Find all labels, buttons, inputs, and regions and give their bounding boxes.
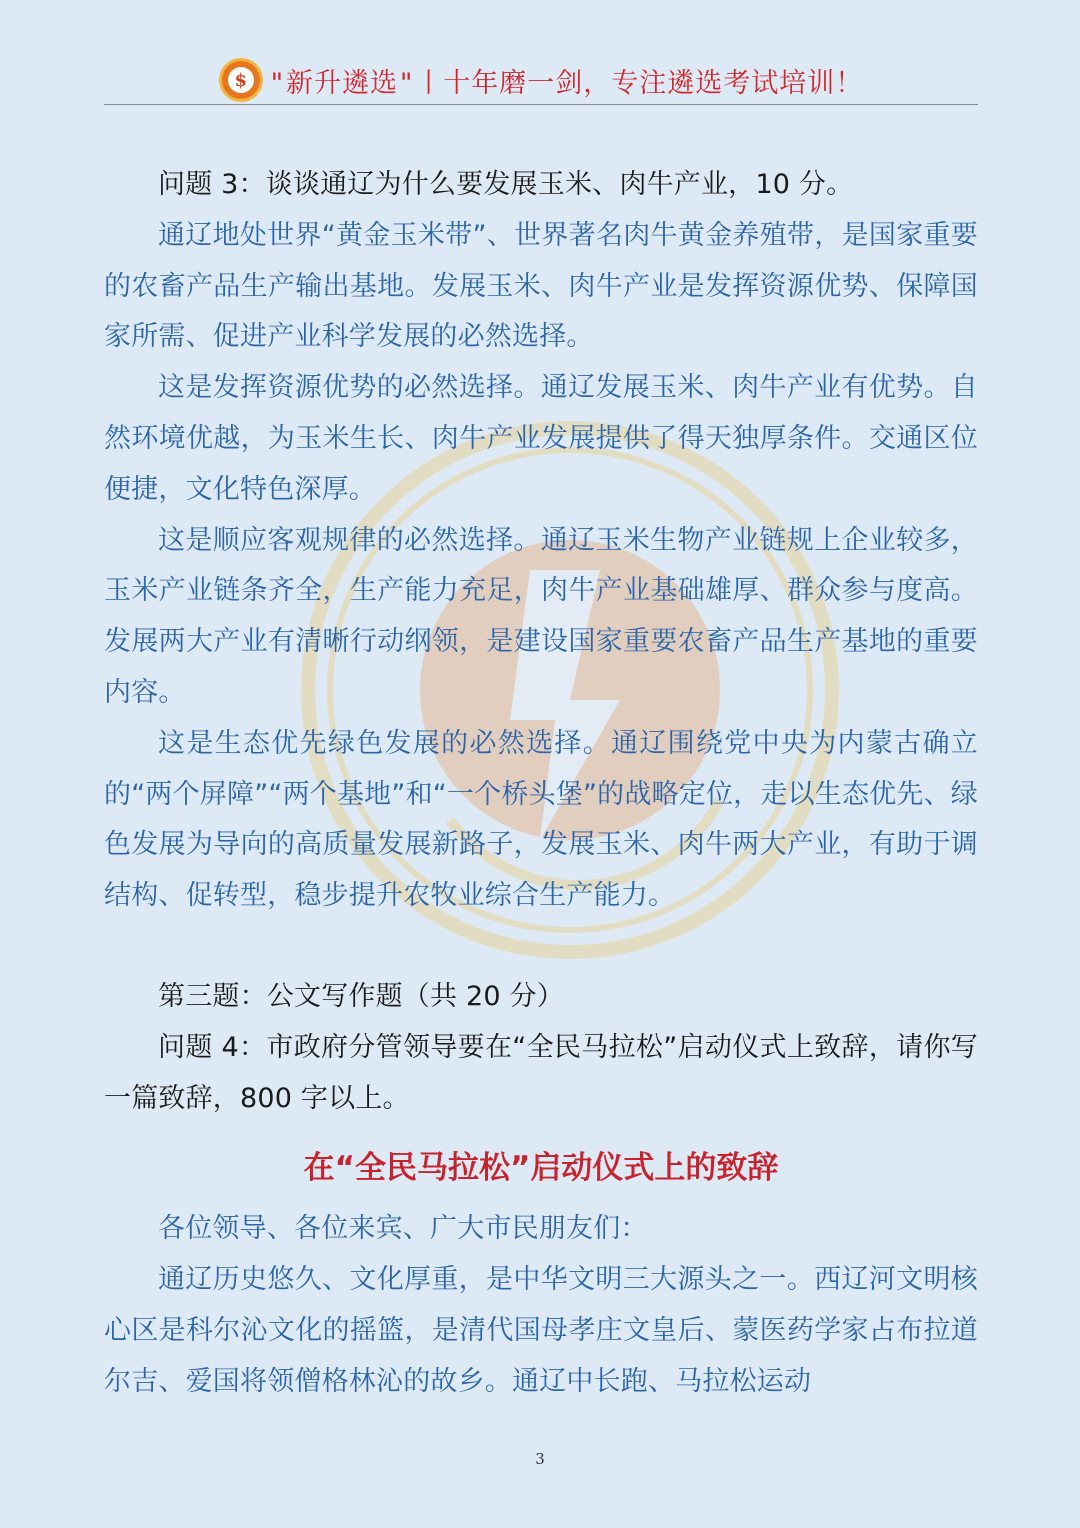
question-3: 问题 3：谈谈通辽为什么要发展玉米、肉牛产业，10 分。 (158, 169, 854, 200)
page-number: 3 (535, 1450, 545, 1468)
answer-paragraph: 通辽地处世界“黄金玉米带”、世界著名肉牛黄金养殖带，是国家重要的农畜产品生产输出基地。发展玉米、肉牛产业是发挥资源优势、保障国家所需、促进产业科学发展的必然选择。 (104, 219, 978, 353)
xinsheng-logo-icon: $ (219, 58, 263, 102)
answer-paragraph: 这是顺应客观规律的必然选择。通辽玉米生物产业链规上企业较多，玉米产业链条齐全，生产能力充足，肉牛产业基础雄厚、群众参与度高。发展两大产业有清晰行动纲领，是建设国家重要农畜产品生产基地的重要内容。 (104, 524, 978, 708)
answer-paragraph: 这是生态优先绿色发展的必然选择。通辽围绕党中央为内蒙古确立的“两个屏障”“两个基地”和“一个桥头堡”的战略定位，走以生态优先、绿色发展为导向的高质量发展新路子，发展玉米、肉牛两大产业，有助于调结构、促转型，稳步提升农牧业综合生产能力。 (104, 727, 978, 912)
speech-salutation: 各位领导、各位来宾、广大市民朋友们： (158, 1213, 648, 1245)
answer-paragraph: 这是发挥资源优势的必然选择。通辽发展玉米、肉牛产业有优势。自然环境优越，为玉米生长、肉牛产业发展提供了得天独厚条件。交通区位便捷，文化特色深厚。 (104, 372, 978, 505)
page-header (104, 56, 978, 105)
section-heading: 第三题：公文写作题（共 20 分） (158, 980, 564, 1012)
speech-title: 在“全民马拉松”启动仪式上的致辞 (303, 1150, 779, 1187)
document-body (104, 160, 978, 1408)
header-title: "新升遴选"丨十年磨一剑，专注遴选考试培训！ (268, 67, 864, 99)
speech-paragraph: 通辽历史悠久、文化厚重，是中华文明三大源头之一。西辽河文明核心区是科尔沁文化的摇篮，是清代国母孝庄文皇后、蒙医药学家占布拉道尔吉、爱国将领僧格林沁的故乡。通辽中长跑、马拉松运动 (104, 1264, 978, 1397)
question-4: 问题 4：市政府分管领导要在“全民马拉松”启动仪式上致辞，请你写一篇致辞，800 字以上。 (104, 1031, 978, 1114)
